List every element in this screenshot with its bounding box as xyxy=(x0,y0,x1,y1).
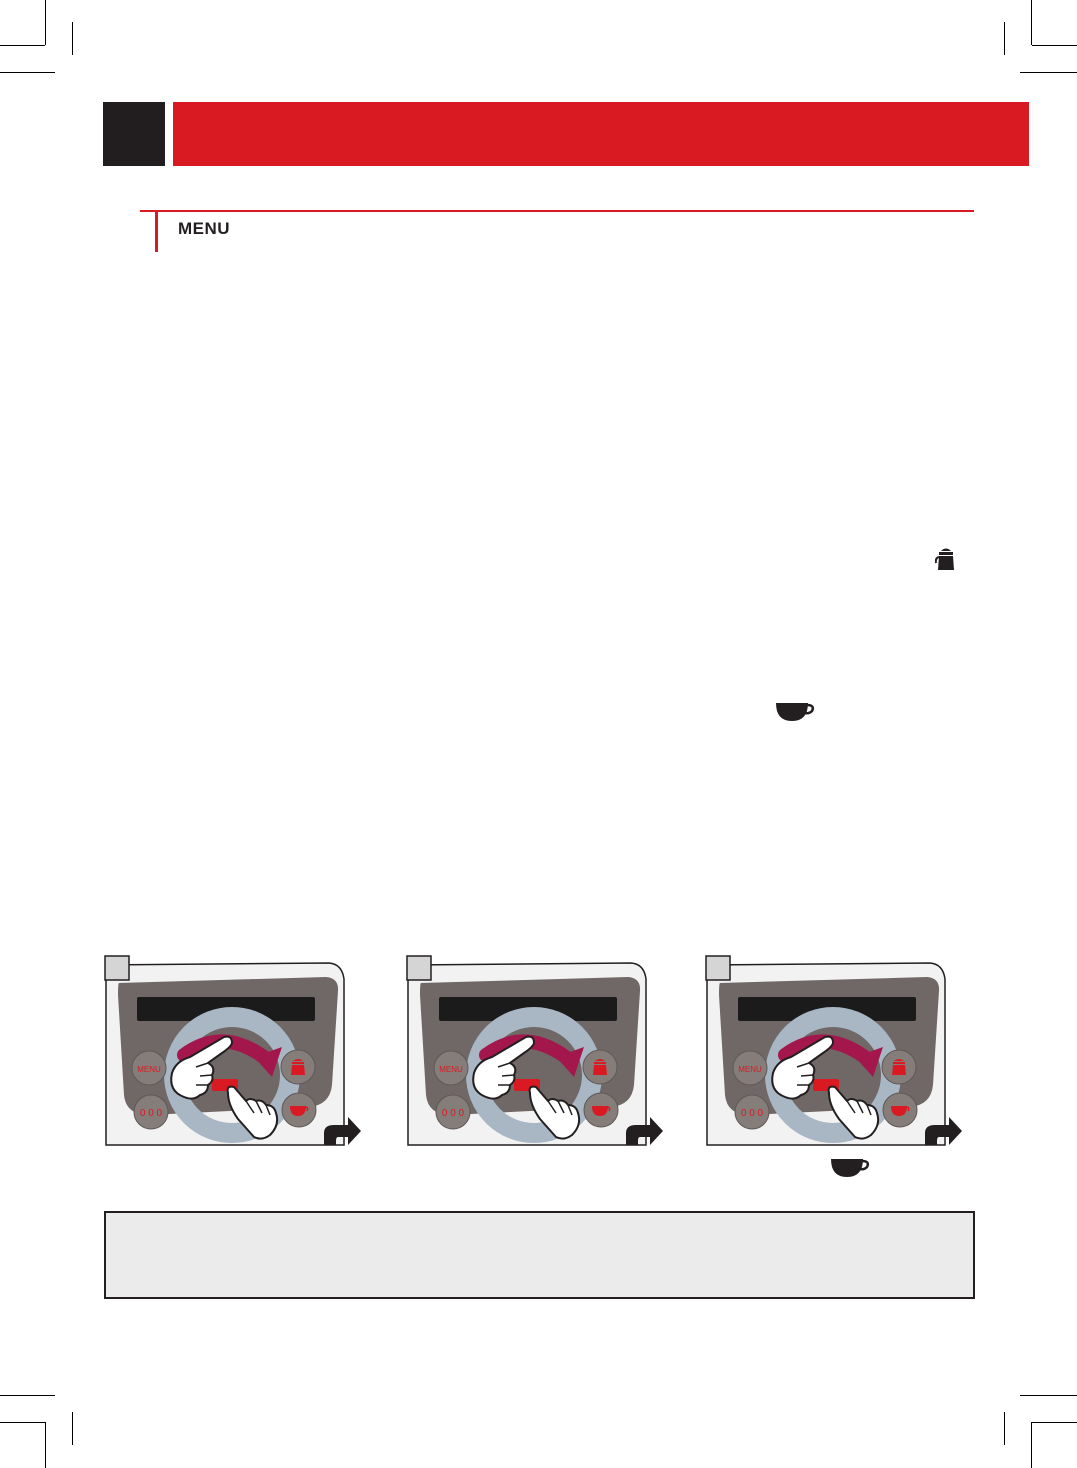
crop-mark xyxy=(1031,1422,1032,1468)
crop-mark xyxy=(1020,72,1077,73)
crop-mark xyxy=(1004,1412,1005,1445)
crop-mark xyxy=(1020,1395,1077,1396)
step-panel-1 xyxy=(104,955,366,1148)
step-number-box xyxy=(407,956,431,980)
crop-mark xyxy=(1004,22,1005,55)
menu-button-label: MENU xyxy=(738,1065,762,1074)
section-rule xyxy=(140,210,974,212)
strength-button-label: 0 0 0 xyxy=(139,1108,163,1119)
crop-mark xyxy=(1032,45,1077,46)
step-panel-3 xyxy=(705,955,967,1148)
crop-mark xyxy=(72,22,73,55)
coffee-pot-icon xyxy=(935,545,957,571)
section-marker xyxy=(155,212,158,252)
coffee-cup-icon xyxy=(830,1157,872,1179)
crop-mark xyxy=(0,45,45,46)
chapter-number-block xyxy=(103,102,165,166)
step-number-box xyxy=(706,956,730,980)
step-panel-2 xyxy=(406,955,668,1148)
crop-mark xyxy=(0,1395,55,1396)
step-number-box xyxy=(105,956,129,980)
crop-mark xyxy=(1031,0,1032,45)
coffee-cup-icon xyxy=(775,701,817,723)
strength-button-label: 0 0 0 xyxy=(740,1108,764,1119)
crop-mark xyxy=(1032,1422,1077,1423)
crop-mark xyxy=(72,1412,73,1445)
note-box xyxy=(104,1211,975,1299)
crop-mark xyxy=(0,1422,45,1423)
menu-button-label: MENU xyxy=(137,1065,161,1074)
menu-button-label: MENU xyxy=(439,1065,463,1074)
crop-mark xyxy=(45,0,46,45)
crop-mark xyxy=(45,1422,46,1468)
section-title: MENU xyxy=(178,219,231,238)
crop-mark xyxy=(0,72,55,73)
strength-button-label: 0 0 0 xyxy=(441,1108,465,1119)
chapter-title-bar xyxy=(173,102,1029,166)
